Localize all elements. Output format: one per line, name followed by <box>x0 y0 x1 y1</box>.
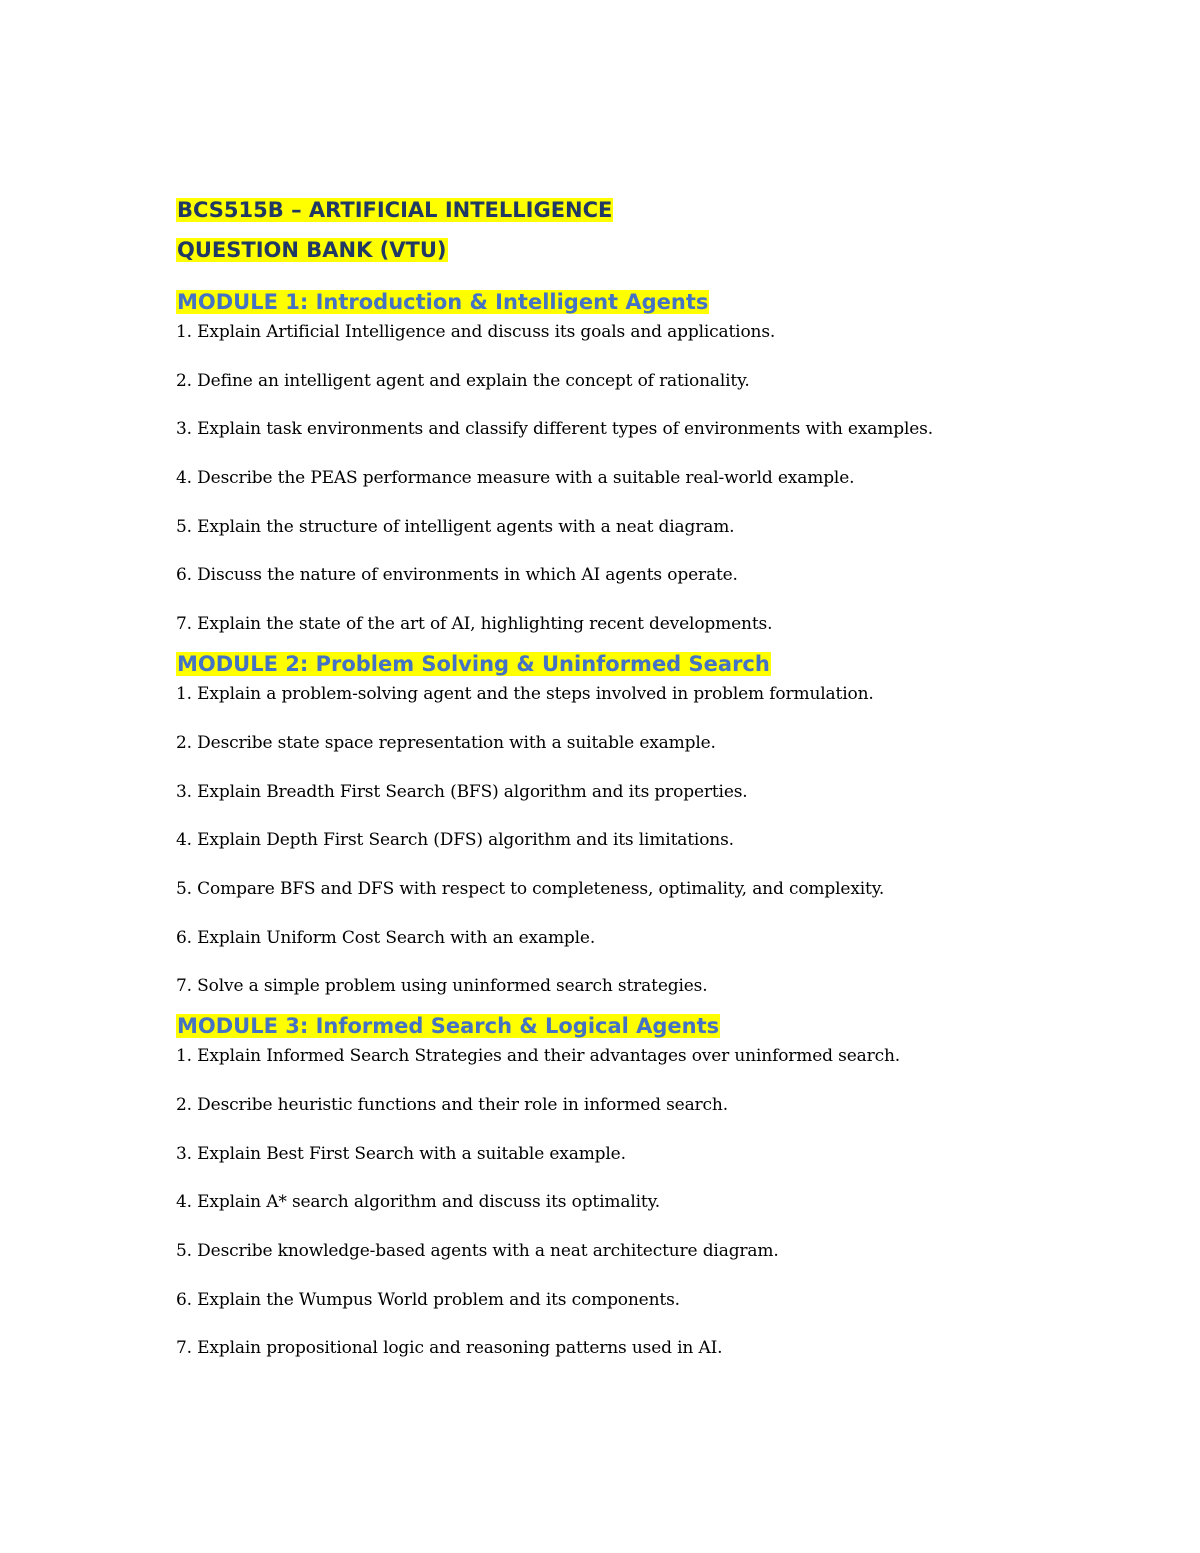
question-item: 5. Explain the structure of intelligent agents with a neat diagram. <box>176 516 735 537</box>
question-bank-title <box>176 230 1076 270</box>
question-item: 2. Describe heuristic functions and their role in informed search. <box>176 1094 728 1115</box>
question-item: 5. Describe knowledge-based agents with a neat architecture diagram. <box>176 1241 779 1261</box>
module-heading-text: MODULE 3: Informed Search & Logical Agents <box>177 1014 720 1039</box>
module-1-section <box>176 284 1076 636</box>
question-item: 1. Explain a problem-solving agent and the steps involved in problem formulation. <box>176 684 874 705</box>
course-title <box>176 190 1076 230</box>
question-item: 5. Compare BFS and DFS with respect to completeness, optimality, and complexity. <box>176 878 885 899</box>
module-2-question-list <box>176 682 1076 998</box>
question-item: 6. Discuss the nature of environments in which AI agents operate. <box>176 565 738 586</box>
question-item: 1. Explain Artificial Intelligence and discuss its goals and applications. <box>176 322 776 342</box>
question-item: 3. Explain Breadth First Search (BFS) algorithm and its properties. <box>176 781 748 802</box>
module-2-heading <box>176 646 1076 682</box>
module-1-question-list <box>176 320 1076 636</box>
question-item: 3. Explain task environments and classify different types of environments with examples. <box>176 419 933 440</box>
document-content <box>176 190 1076 1360</box>
question-item: 4. Explain A* search algorithm and discuss its optimality. <box>176 1192 661 1213</box>
module-3-heading <box>176 1008 1076 1044</box>
module-2-section <box>176 646 1076 998</box>
question-item: 6. Explain the Wumpus World problem and its components. <box>176 1289 680 1310</box>
question-bank-title-text: QUESTION BANK (VTU) <box>177 238 447 262</box>
module-3-question-list <box>176 1044 1076 1360</box>
question-item: 7. Explain propositional logic and reasoning patterns used in AI. <box>176 1338 723 1359</box>
question-item: 6. Explain Uniform Cost Search with an example. <box>176 927 596 948</box>
question-item: 2. Define an intelligent agent and explain the concept of rationality. <box>176 370 750 391</box>
module-heading-text: MODULE 1: Introduction & Intelligent Agents <box>177 290 709 314</box>
question-item: 7. Solve a simple problem using uninformed search strategies. <box>176 976 708 997</box>
question-item: 2. Describe state space representation with a suitable example. <box>176 732 716 753</box>
question-item: 4. Describe the PEAS performance measure with a suitable real-world example. <box>176 468 855 489</box>
question-item: 3. Explain Best First Search with a suitable example. <box>176 1143 626 1164</box>
module-1-heading <box>176 284 1076 320</box>
module-3-section <box>176 1008 1076 1360</box>
question-item: 7. Explain the state of the art of AI, highlighting recent developments. <box>176 614 773 635</box>
question-item: 1. Explain Informed Search Strategies and their advantages over uninformed search. <box>176 1046 901 1067</box>
question-item: 4. Explain Depth First Search (DFS) algorithm and its limitations. <box>176 830 734 851</box>
module-heading-text: MODULE 2: Problem Solving & Uninformed Search <box>177 652 770 677</box>
course-title-text: BCS515B – ARTIFICIAL INTELLIGENCE <box>177 198 613 222</box>
